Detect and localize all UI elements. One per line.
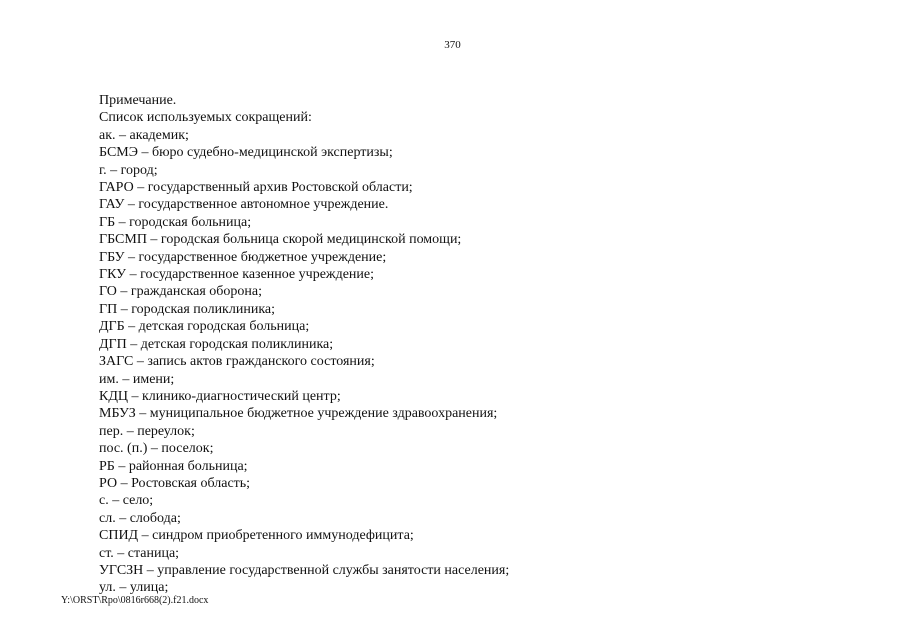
abbreviation-item: РО – Ростовская область;	[99, 475, 251, 491]
abbreviation-item: ГАУ – государственное автономное учреждение.	[99, 197, 389, 213]
document-body	[99, 92, 859, 597]
abbreviation-item: пер. – переулок;	[99, 423, 195, 439]
abbreviation-item: с. – село;	[99, 493, 154, 509]
abbreviation-item: СПИД – синдром приобретенного иммунодефицита;	[99, 528, 414, 544]
abbreviation-item: ГБ – городская больница;	[99, 214, 252, 230]
abbreviation-item: ГБСМП – городская больница скорой медицинской помощи;	[99, 232, 462, 248]
abbreviation-item: пос. (п.) – поселок;	[99, 441, 214, 457]
abbreviation-item: КДЦ – клинико-диагностический центр;	[99, 388, 341, 404]
abbreviation-item: ГАРО – государственный архив Ростовской области;	[99, 180, 413, 196]
abbreviation-item: ГКУ – государственное казенное учреждение;	[99, 267, 375, 283]
abbreviation-item: ЗАГС – запись актов гражданского состояния;	[99, 354, 375, 370]
abbreviation-item: ст. – станица;	[99, 545, 180, 561]
abbreviation-item: ГП – городская поликлиника;	[99, 301, 276, 317]
abbreviation-item: УГСЗН – управление государственной службы занятости населения;	[99, 562, 510, 578]
abbreviation-item: БСМЭ – бюро судебно-медицинской экспертизы;	[99, 145, 393, 161]
footer-file-path: Y:\ORST\Rpo\0816r668(2).f21.docx	[61, 595, 209, 606]
abbreviation-item: г. – город;	[99, 162, 158, 178]
abbreviation-item: им. – имени;	[99, 371, 175, 387]
abbreviation-item: ДГБ – детская городская больница;	[99, 319, 310, 335]
list-heading: Список используемых сокращений:	[99, 110, 312, 126]
abbreviation-item: ак. – академик;	[99, 127, 189, 143]
abbreviation-item: ДГП – детская городская поликлиника;	[99, 336, 334, 352]
abbreviation-item: сл. – слобода;	[99, 510, 181, 526]
abbreviation-item: ГБУ – государственное бюджетное учреждение;	[99, 249, 387, 265]
abbreviation-item: МБУЗ – муниципальное бюджетное учреждение здравоохранения;	[99, 406, 498, 422]
abbreviation-item: РБ – районная больница;	[99, 458, 248, 474]
note-heading: Примечание.	[99, 93, 177, 108]
page-number: 370	[444, 39, 461, 51]
abbreviation-item: ГО – гражданская оборона;	[99, 284, 262, 300]
abbreviation-item: ул. – улица;	[99, 580, 169, 596]
